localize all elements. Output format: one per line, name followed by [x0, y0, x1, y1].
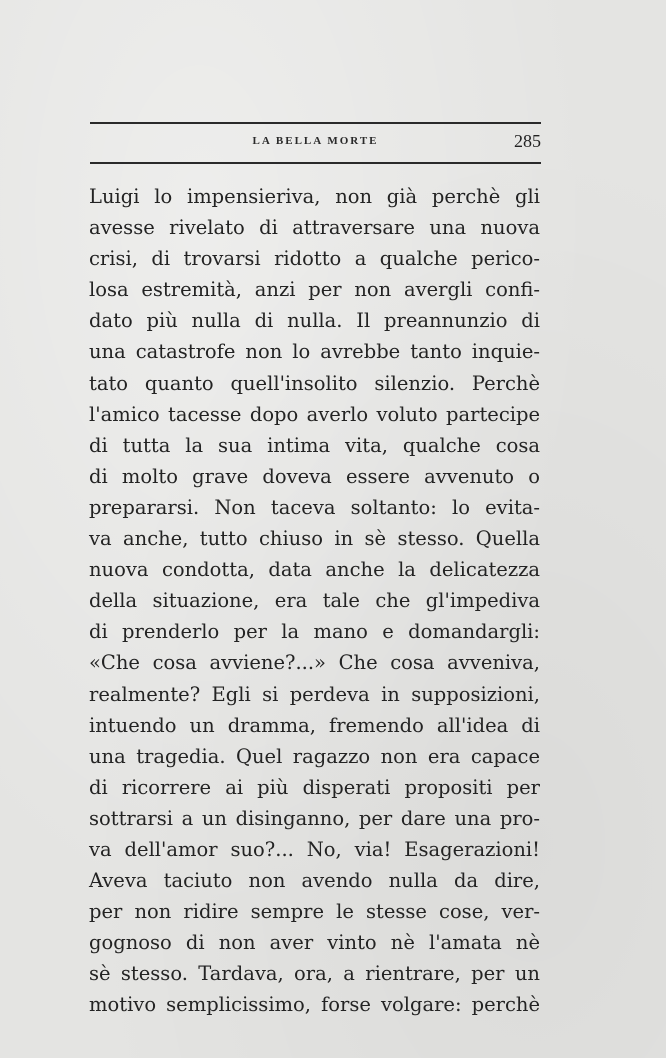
- text-line: l'amico tacesse dopo averlo voluto partecipe: [89, 402, 540, 426]
- text-line: motivo semplicissimo, forse volgare: perchè: [89, 993, 540, 1017]
- running-title: LA BELLA MORTE: [252, 135, 379, 147]
- text-line: losa estremità, anzi per non avergli confi-: [89, 278, 540, 302]
- text-line: Luigi lo impensieriva, non già perchè gli: [89, 185, 540, 208]
- text-line: una catastrofe non lo avrebbe tanto inquie-: [89, 340, 540, 364]
- text-line: gognoso di non aver vinto nè l'amata nè: [89, 931, 540, 955]
- text-line: va dell'amor suo?... No, via! Esagerazioni!: [89, 837, 540, 861]
- text-line: nuova condotta, data anche la delicatezza: [89, 558, 540, 582]
- text-line: per non ridire sempre le stesse cose, ver-: [89, 900, 540, 924]
- text-line: sottrarsi a un disinganno, per dare una pro-: [89, 806, 540, 830]
- text-line: Aveva taciuto non avendo nulla da dire,: [89, 869, 540, 893]
- text-line: una tragedia. Quel ragazzo non era capace: [89, 744, 540, 768]
- text-line: di tutta la sua intima vita, qualche cosa: [89, 433, 540, 457]
- text-line: realmente? Egli si perdeva in supposizioni,: [89, 682, 540, 706]
- header-rule-top: [90, 122, 541, 124]
- text-line: avesse rivelato di attraversare una nuova: [89, 216, 540, 240]
- text-line: di prenderlo per la mano e domandargli:: [89, 620, 540, 644]
- text-line: crisi, di trovarsi ridotto a qualche perico-: [89, 247, 540, 271]
- text-line: dato più nulla di nulla. Il preannunzio di: [89, 309, 540, 333]
- text-line: di ricorrere ai più disperati propositi per: [89, 775, 540, 799]
- text-line: prepararsi. Non taceva soltanto: lo evita-: [89, 495, 540, 519]
- text-line: sè stesso. Tardava, ora, a rientrare, per un: [89, 962, 540, 986]
- header-rule-bottom: [90, 162, 541, 164]
- text-line: di molto grave doveva essere avvenuto o: [89, 464, 540, 488]
- page-number: 285: [514, 131, 541, 151]
- text-line: «Che cosa avviene?...» Che cosa avveniva,: [89, 651, 540, 675]
- text-line: intuendo un dramma, fremendo all'idea di: [89, 713, 540, 737]
- body-text: [89, 181, 540, 1021]
- text-line: tato quanto quell'insolito silenzio. Perchè: [89, 371, 540, 395]
- text-line: va anche, tutto chiuso in sè stesso. Quella: [89, 527, 540, 551]
- text-line: della situazione, era tale che gl'impediva: [89, 589, 540, 613]
